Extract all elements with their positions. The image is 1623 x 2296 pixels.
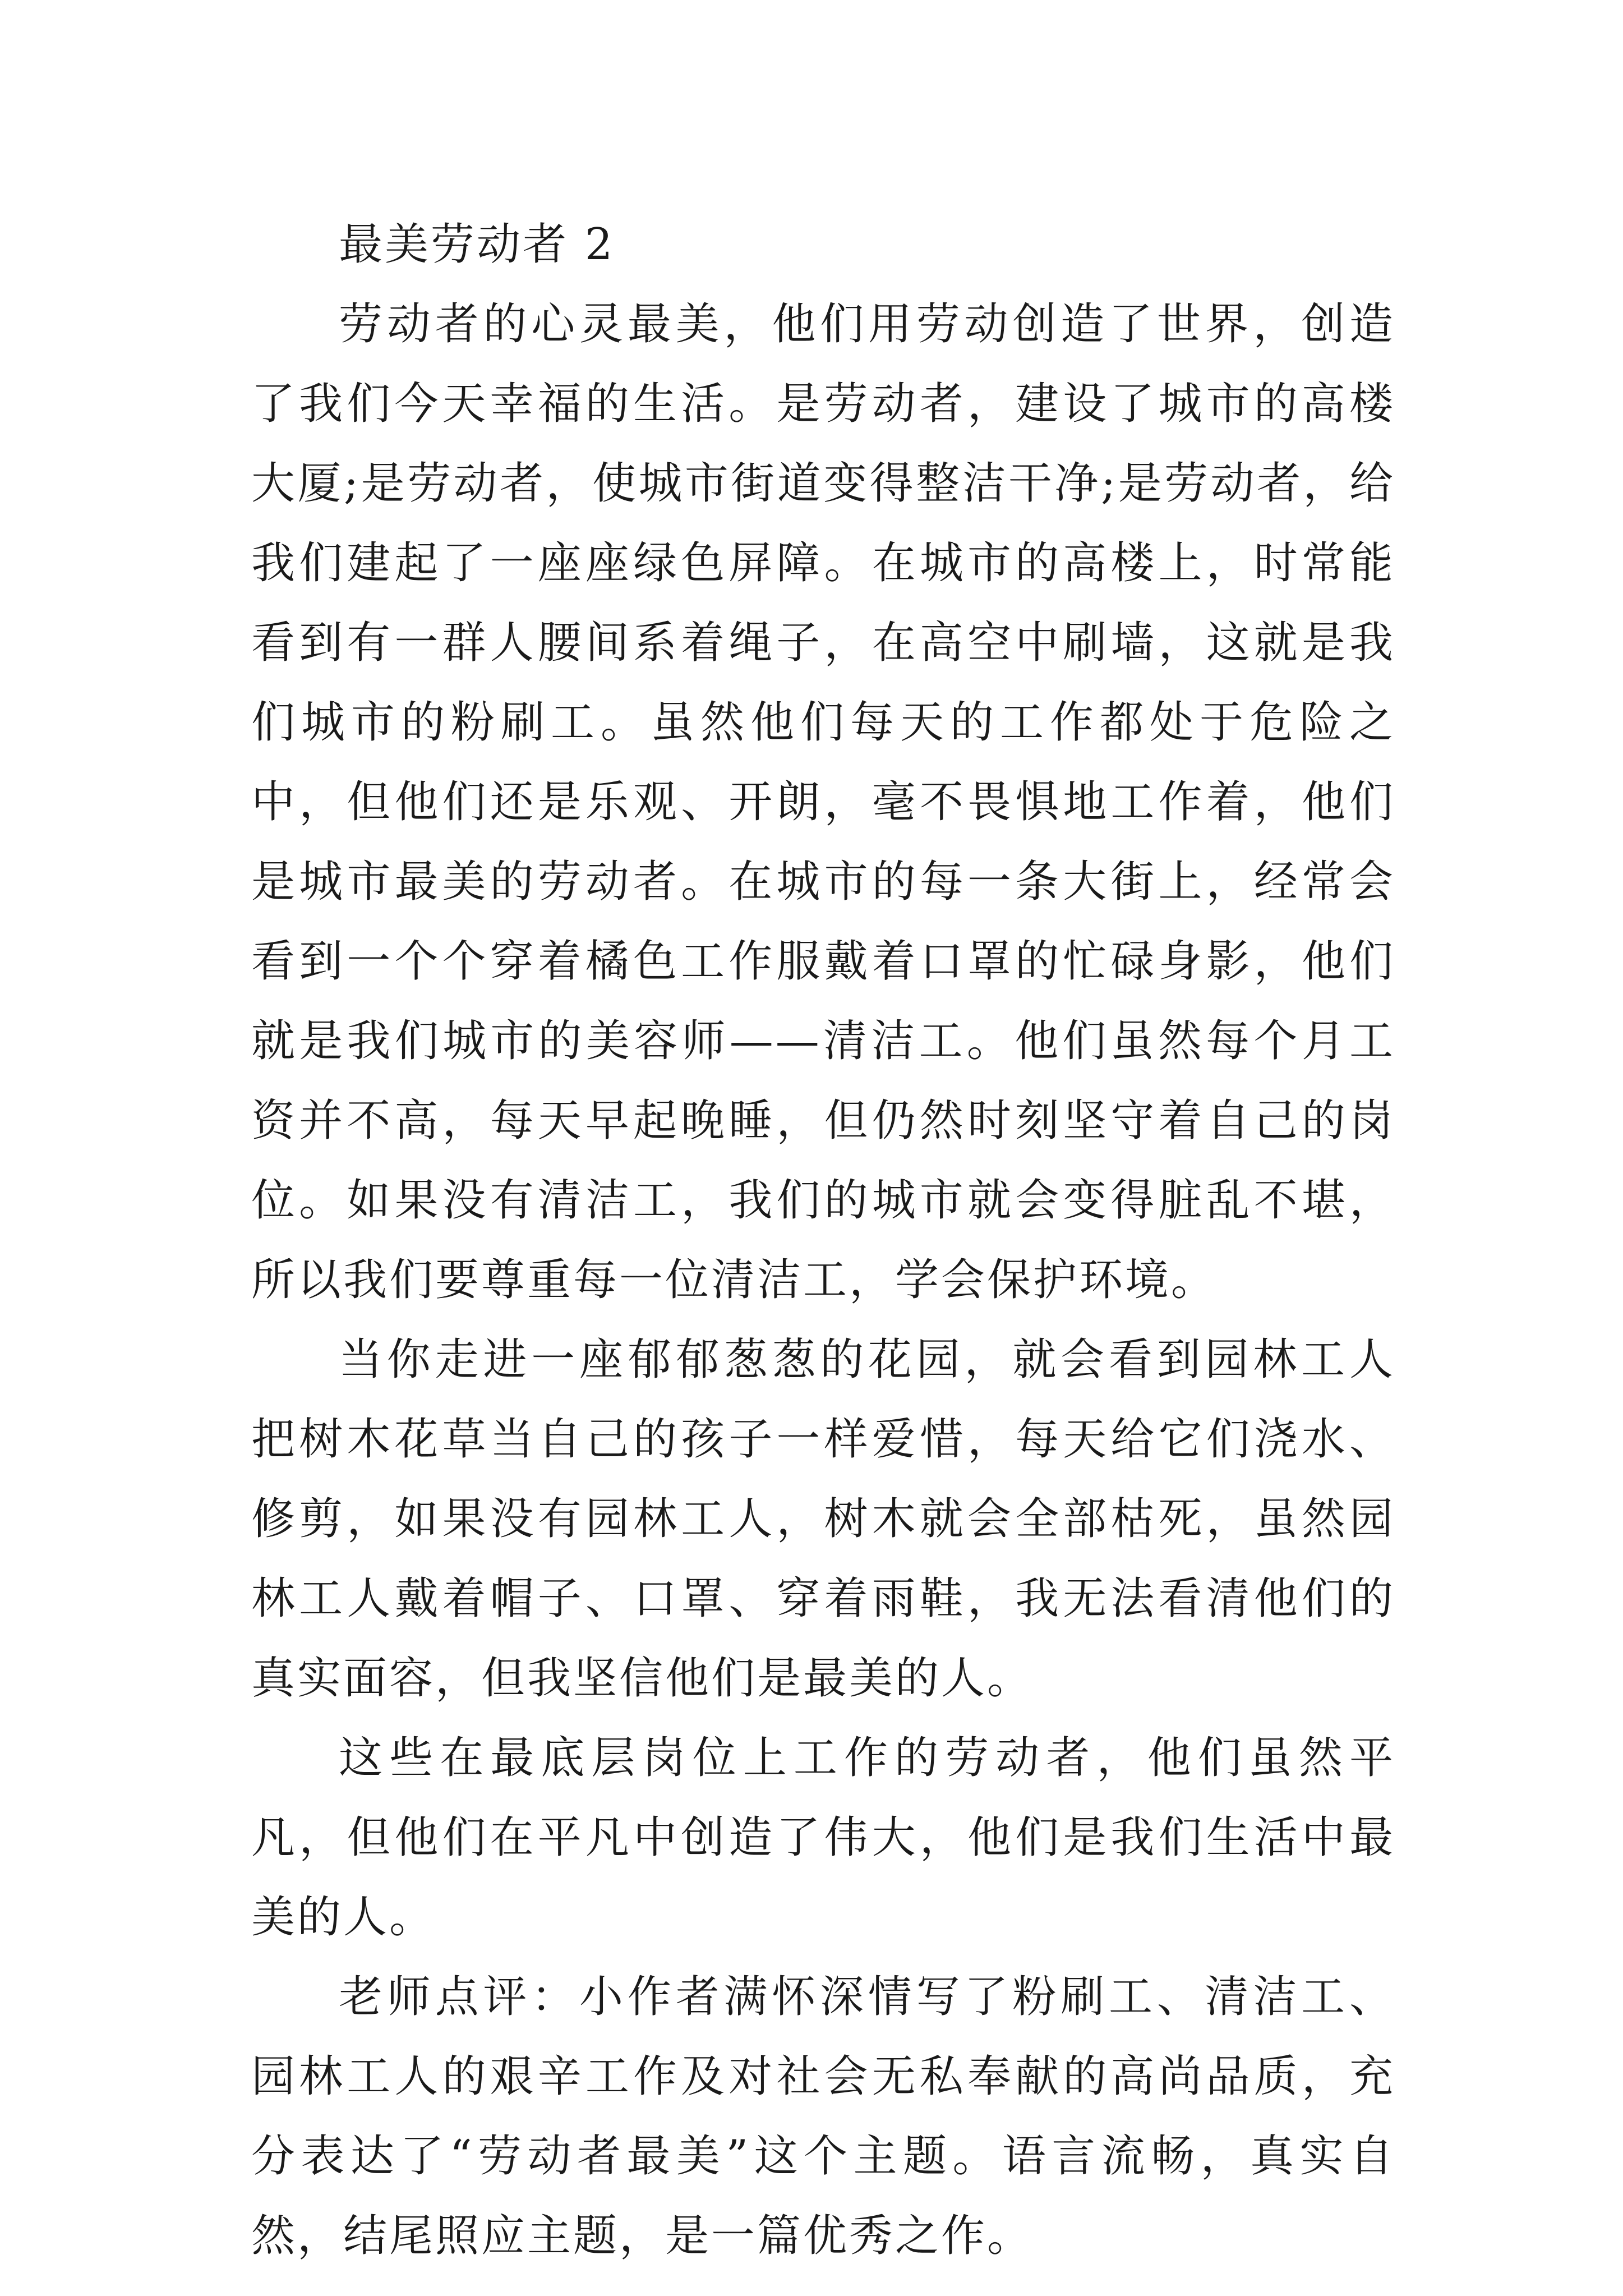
document-body [251,205,1395,2276]
paragraph-1: 劳动者的心灵最美，他们用劳动创造了世界，创造了我们今天幸福的生活。是劳动者，建设了城市的高楼大厦;是劳动者，使城市街道变得整洁干净;是劳动者，给我们建起了一座座绿色屏障。在城市的高楼上，时常能看到有一群人腰间系着绳子，在高空中刷墙，这就是我们城市的粉刷工。虽然他们每天的工作都处于危险之中，但他们还是乐观、开朗，毫不畏惧地工作着，他们是城市最美的劳动者。在城市的每一条大街上，经常会看到一个个穿着橘色工作服戴着口罩的忙碌身影，他们就是我们城市的美容师——清洁工。他们虽然每个月工资并不高，每天早起晚睡，但仍然时刻坚守着自己的岗位。如果没有清洁工，我们的城市就会变得脏乱不堪，所以我们要尊重每一位清洁工，学会保护环境。 [251,299,1395,1305]
paragraph-2: 当你走进一座郁郁葱葱的花园，就会看到园林工人把树木花草当自己的孩子一样爱惜，每天给它们浇水、修剪，如果没有园林工人，树木就会全部枯死，虽然园林工人戴着帽子、口罩、穿着雨鞋，我无法看清他们的真实面容，但我坚信他们是最美的人。 [251,1335,1395,1704]
paragraph-3: 这些在最底层岗位上工作的劳动者，他们虽然平凡，但他们在平凡中创造了伟大，他们是我们生活中最美的人。 [251,1733,1395,1943]
teacher-comment: 老师点评：小作者满怀深情写了粉刷工、清洁工、园林工人的艰辛工作及对社会无私奉献的高尚品质，充分表达了“劳动者最美”这个主题。语言流畅，真实自然，结尾照应主题，是一篇优秀之作。 [251,1972,1395,2261]
document-title: 最美劳动者 2 [339,219,615,270]
